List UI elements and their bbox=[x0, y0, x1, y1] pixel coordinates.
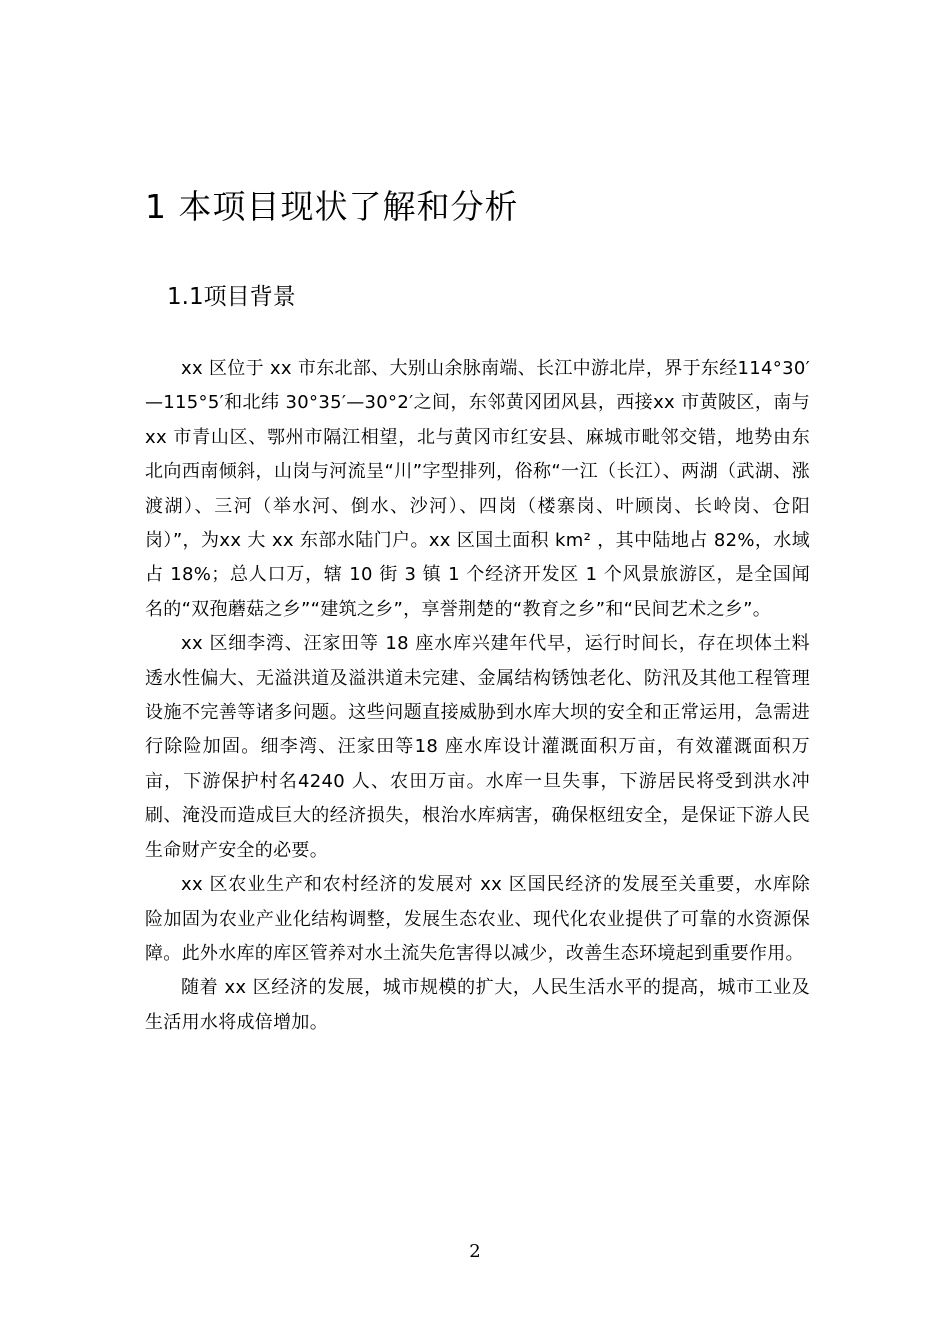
paragraph-agriculture: xx 区农业生产和农村经济的发展对 xx 区国民经济的发展至关重要，水库除险加固为农业产业化结构调整，发展生态农业、现代化农业提供了可靠的水资源保障。此外水库的库区管养对水土流失危害得以减少，改善生态环境起到重要作用。 bbox=[145, 874, 810, 964]
paragraph-urban-growth: 随着 xx 区经济的发展，城市规模的扩大，人民生活水平的提高，城市工业及生活用水将成倍增加。 bbox=[145, 977, 810, 1033]
page-number: 2 bbox=[469, 1241, 481, 1262]
paragraph-reservoir-problems: xx 区细李湾、汪家田等 18 座水库兴建年代早，运行时间长，存在坝体土料透水性偏大、无溢洪道及溢洪道未完建、金属结构锈蚀老化、防汛及其他工程管理设施不完善等诸多问题。这些问题直接威胁到水库大坝的安全和正常运用，急需进行除险加固。细李湾、汪家田等18 座水库设计灌溉面积万亩，有效灌溉面积万亩，下游保护村名4240 人、农田万亩。水库一旦失事，下游居民将受到洪水冲刷、淹没而造成巨大的经济损失，根治水库病害，确保枢纽安全，是保证下游人民生命财产安全的必要。 bbox=[145, 633, 810, 861]
body-text bbox=[145, 352, 810, 1040]
chapter-heading: 1 本项目现状了解和分析 bbox=[145, 187, 519, 226]
section-heading: 1.1项目背景 bbox=[167, 284, 296, 310]
paragraph-location: xx 区位于 xx 市东北部、大别山余脉南端、长江中游北岸，界于东经114°30′—115°5′和北纬 30°35′—30°2′之间，东邻黄冈团风县，西接xx 市黄陂区，南与 xx 市青山区、鄂州市隔江相望，北与黄冈市红安县、麻城市毗邻交错，地势由东北向西南倾斜，山岗与河流呈“川”字型排列，俗称“一江（长江）、两湖（武湖、涨渡湖）、三河（举水河、倒水、沙河）、四岗（楼寨岗、叶顾岗、长岭岗、仓阳岗）”，为xx 大 xx 东部水陆门户。xx 区国土面积 km² ，其中陆地占 82%，水域占 18%；总人口万，辖 10 街 3 镇 1 个经济开发区 1 个风景旅游区，是全国闻名的“双孢蘑菇之乡”“建筑之乡”，享誉荆楚的“教育之乡”和“民间艺术之乡”。 bbox=[145, 358, 810, 620]
